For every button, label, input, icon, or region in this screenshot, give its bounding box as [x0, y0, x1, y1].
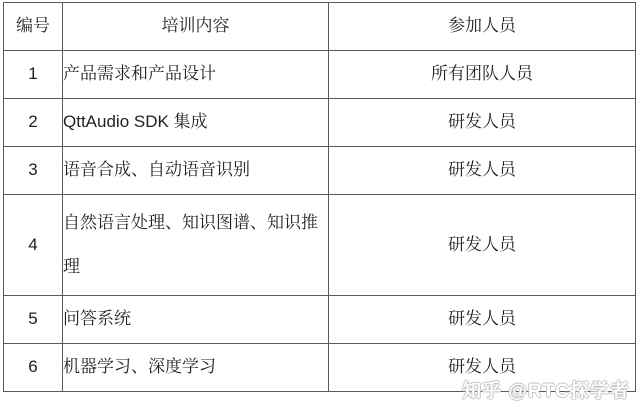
training-content-cell: 问答系统	[63, 296, 329, 344]
header-participants: 参加人员	[329, 3, 636, 51]
row-number-cell: 3	[4, 147, 63, 195]
participants-cell: 研发人员	[329, 147, 636, 195]
header-training-content: 培训内容	[63, 3, 329, 51]
training-schedule-table	[3, 2, 636, 392]
training-content-cell: 语音合成、自动语音识别	[63, 147, 329, 195]
training-content-cell: 产品需求和产品设计	[63, 51, 329, 99]
training-content-cell: QttAudio SDK 集成	[63, 99, 329, 147]
participants-cell: 研发人员	[329, 99, 636, 147]
table-row	[4, 195, 636, 296]
table-row	[4, 147, 636, 195]
participants-cell: 所有团队人员	[329, 51, 636, 99]
row-number-cell: 4	[4, 195, 63, 296]
participants-cell: 研发人员	[329, 195, 636, 296]
training-content-cell: 自然语言处理、知识图谱、知识推理	[63, 195, 329, 296]
training-content-cell: 机器学习、深度学习	[63, 344, 329, 392]
header-number: 编号	[4, 3, 63, 51]
table-row	[4, 296, 636, 344]
participants-cell: 研发人员	[329, 296, 636, 344]
zhihu-watermark: 知乎 @RTC探学者	[462, 381, 630, 402]
row-number-cell: 5	[4, 296, 63, 344]
row-number-cell: 6	[4, 344, 63, 392]
table-row	[4, 51, 636, 99]
participants-cell: 研发人员	[329, 344, 636, 392]
row-number-cell: 1	[4, 51, 63, 99]
row-number-cell: 2	[4, 99, 63, 147]
table-header-row	[4, 3, 636, 51]
table-row	[4, 99, 636, 147]
